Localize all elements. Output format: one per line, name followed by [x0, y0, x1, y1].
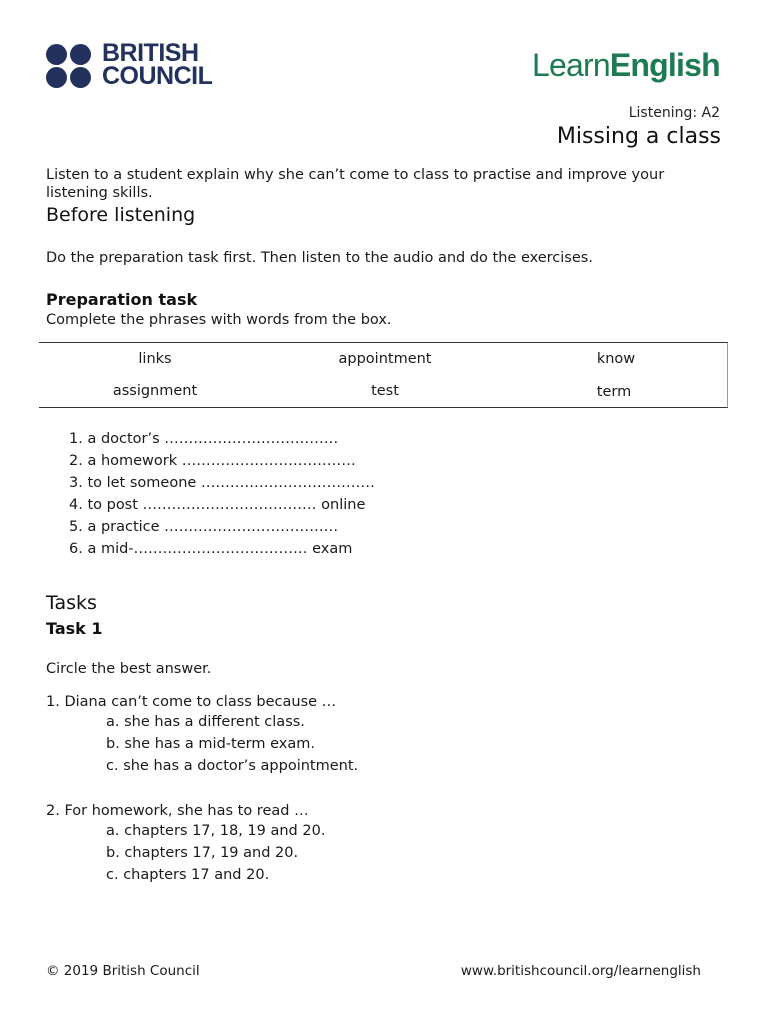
learnenglish-logo	[532, 47, 720, 84]
level-label: Listening: A2	[628, 105, 720, 121]
phrase-item: 6. a mid-……………………………… exam	[69, 541, 353, 557]
question-2-option-b: b. chapters 17, 19 and 20.	[106, 845, 299, 861]
phrase-list	[69, 428, 375, 560]
word-box-item: assignment	[112, 383, 198, 399]
phrase-item: 2. a homework ………………………………	[69, 453, 356, 469]
intro-text: Listen to a student explain why she can’t come to class to practise and improve your listening skills.	[46, 167, 665, 201]
question-1: 1. Diana can’t come to class because …	[46, 694, 337, 710]
page-title: Missing a class	[556, 124, 721, 149]
word-box	[39, 342, 728, 408]
phrase-item: 5. a practice ………………………………	[69, 519, 339, 535]
phrase-item: 1. a doctor’s ………………………………	[69, 431, 339, 447]
question-2-option-c: c. chapters 17 and 20.	[106, 867, 270, 883]
word-box-item: appointment	[338, 351, 432, 367]
british-council-logo-text	[102, 39, 213, 90]
question-1-option-b: b. she has a mid-term exam.	[106, 736, 315, 752]
brand-learn: Learn	[532, 47, 610, 83]
task-1-instruction: Circle the best answer.	[46, 661, 212, 677]
phrase-item: 4. to post ……………………………… online	[69, 497, 366, 513]
before-listening-heading: Before listening	[46, 204, 196, 226]
footer-url[interactable]: www.britishcouncil.org/learnenglish	[460, 963, 701, 979]
word-box-item: term	[596, 384, 632, 400]
question-1-option-c: c. she has a doctor’s appointment.	[106, 758, 359, 774]
question-1-option-a: a. she has a different class.	[106, 714, 305, 730]
footer-copyright: © 2019 British Council	[46, 963, 200, 979]
british-council-logo-mark	[46, 44, 96, 89]
task-1-heading: Task 1	[46, 619, 103, 638]
brand-english: English	[609, 47, 720, 83]
word-box-item: test	[371, 383, 399, 399]
preparation-instruction: Complete the phrases with words from the box.	[46, 312, 392, 328]
logo-line-2: COUNCIL	[102, 62, 213, 90]
question-2: 2. For homework, she has to read …	[46, 803, 309, 819]
preparation-task-heading: Preparation task	[46, 290, 198, 309]
word-box-item: know	[596, 351, 636, 367]
phrase-item: 3. to let someone ………………………………	[69, 475, 375, 491]
question-2-option-a: a. chapters 17, 18, 19 and 20.	[106, 823, 326, 839]
logo-line-1: BRITISH	[102, 39, 199, 67]
word-box-item: links	[138, 351, 172, 367]
before-listening-instruction: Do the preparation task first. Then listen to the audio and do the exercises.	[46, 250, 593, 266]
tasks-heading: Tasks	[46, 592, 97, 614]
